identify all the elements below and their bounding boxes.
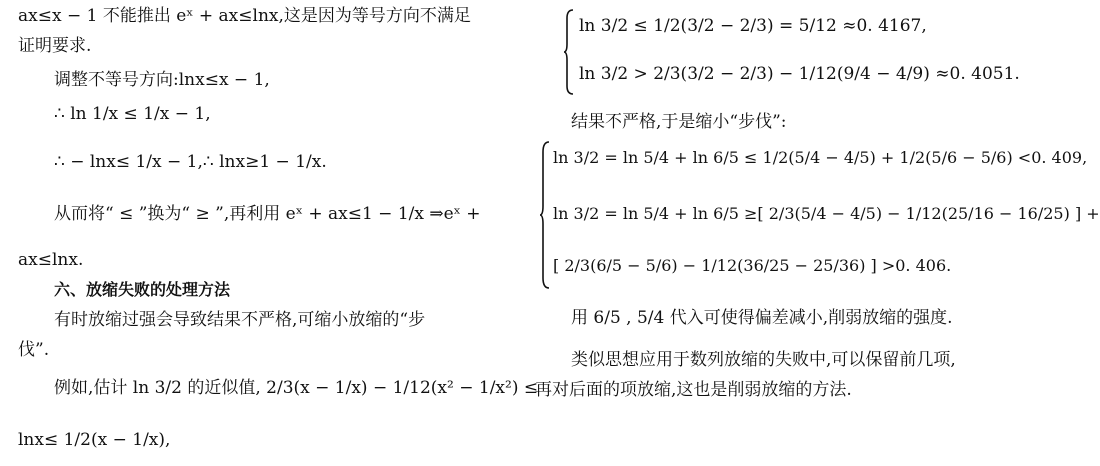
left-line-7: ax≤lnx.: [18, 250, 84, 270]
left-line-2: 证明要求.: [18, 36, 92, 56]
right-line-6: [ 2/3(6/5 − 5/6) − 1/12(36/25 − 25/36) ] >0. 406.: [553, 256, 952, 275]
left-line-11: lnx≤ 1/2(x − 1/x),: [18, 430, 171, 450]
right-line-9: 再对后面的项放缩,这也是削弱放缩的方法.: [535, 380, 852, 400]
right-line-7: 用 6/5 , 5/4 代入可使得偏差减小,削弱放缩的强度.: [571, 308, 953, 328]
left-line-1: ax≤x − 1 不能推出 eˣ + ax≤lnx,这是因为等号方向不满足: [18, 6, 471, 26]
left-line-10: 例如,估计 ln 3/2 的近似值, 2/3(x − 1/x) − 1/12(x² − 1/x²) ≤: [54, 378, 539, 398]
system-brace-1: [563, 8, 575, 96]
left-line-3: 调整不等号方向:lnx≤x − 1,: [54, 70, 270, 90]
left-line-4: ∴ ln 1/x ≤ 1/x − 1,: [54, 104, 211, 124]
left-line-6: 从而将“ ≤ ”换为“ ≥ ”,再利用 eˣ + ax≤1 − 1/x ⇒eˣ +: [54, 204, 481, 224]
right-line-5: ln 3/2 = ln 5/4 + ln 6/5 ≥[ 2/3(5/4 − 4/5) − 1/12(25/16 − 16/25) ] +: [553, 204, 1100, 223]
right-line-1: ln 3/2 ≤ 1/2(3/2 − 2/3) = 5/12 ≈0. 4167,: [579, 16, 927, 36]
system-brace-2: [539, 140, 551, 290]
right-line-4: ln 3/2 = ln 5/4 + ln 6/5 ≤ 1/2(5/4 − 4/5) + 1/2(5/6 − 5/6) <0. 409,: [553, 148, 1088, 167]
left-line-5: ∴ − lnx≤ 1/x − 1,∴ lnx≥1 − 1/x.: [54, 152, 327, 172]
right-line-3: 结果不严格,于是缩小“步伐”:: [571, 112, 787, 132]
left-line-8: 有时放缩过强会导致结果不严格,可缩小放缩的“步: [54, 310, 426, 330]
section-heading: 六、放缩失败的处理方法: [54, 280, 231, 299]
right-line-8: 类似思想应用于数列放缩的失败中,可以保留前几项,: [571, 350, 956, 370]
left-line-9: 伐”.: [18, 340, 50, 360]
right-line-2: ln 3/2 > 2/3(3/2 − 2/3) − 1/12(9/4 − 4/9) ≈0. 4051.: [579, 64, 1020, 84]
